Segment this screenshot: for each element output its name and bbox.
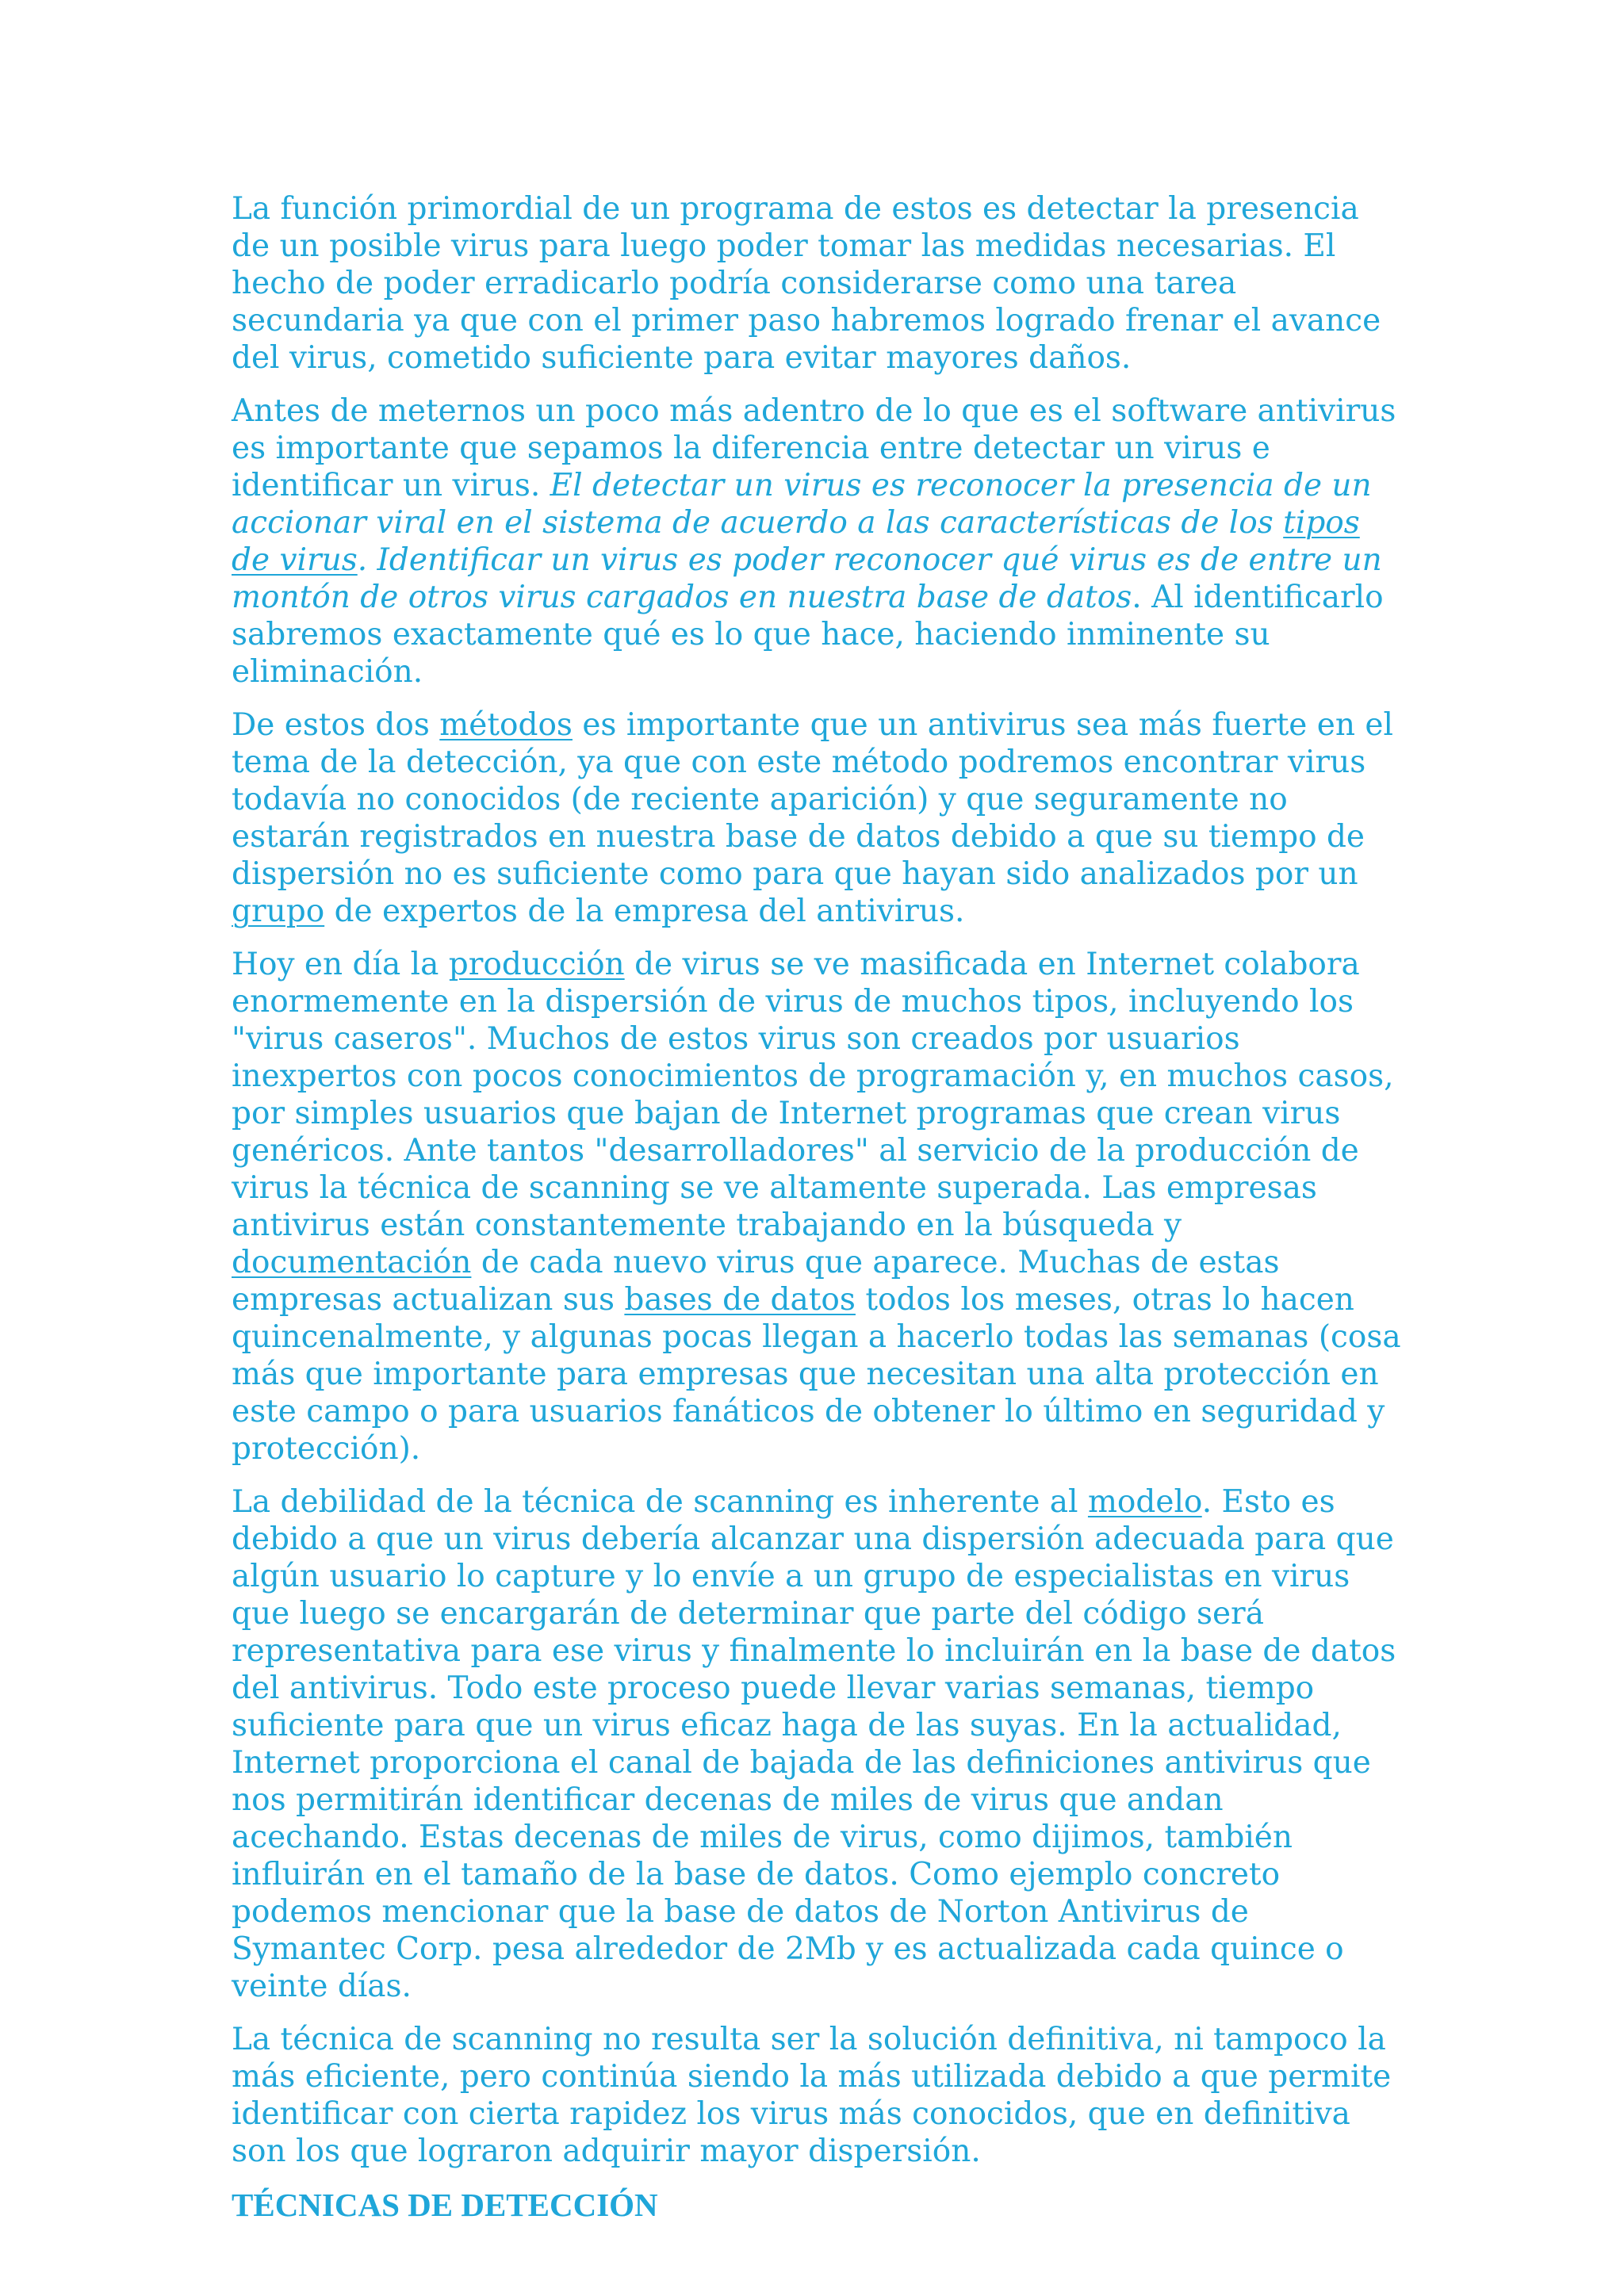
document-page (232, 190, 1405, 2224)
hyperlink[interactable]: bases de datos (624, 1282, 856, 1318)
text-run: . Identificar un virus es poder reconocer qué virus es de entre un montón de otros virus cargados en nuestra base de datos (232, 542, 1382, 615)
hyperlink[interactable]: modelo (1087, 1484, 1202, 1520)
hyperlink[interactable]: tipos de virus (232, 505, 1360, 578)
text-run: Hoy en día la (232, 947, 449, 982)
paragraph-1 (232, 190, 1405, 377)
hyperlink[interactable]: documentación (232, 1245, 472, 1280)
text-run: de cada nuevo virus que aparece. Muchas de estas empresas actualizan sus (232, 1245, 1280, 1318)
text-run: . Esto es debido a que un virus debería alcanzar una dispersión adecuada para que algún usuario lo capture y lo envíe a un grupo de especialistas en virus que luego se encargarán de determinar que parte del código será representativa para ese virus y finalmente lo incluirán en la base de datos del antivirus. Todo este proceso puede llevar varias semanas, tiempo suficiente para que un virus eficaz haga de las suyas. En la actualidad, Internet proporciona el canal de bajada de las definiciones antivirus que nos permitirán identificar decenas de miles de virus que andan acechando. Estas decenas de miles de virus, como dijimos, también influirán en el tamaño de la base de datos. Como ejemplo concreto podemos mencionar que la base de datos de Norton Antivirus de Symantec Corp. pesa alrededor de 2Mb y es actualizada cada quince o veinte días. (232, 1484, 1396, 2004)
text-run: . Al identificarlo sabremos exactamente qué es lo que hace, haciendo inminente su eliminación. (232, 580, 1384, 690)
text-run: De estos dos (232, 707, 440, 743)
document-body (232, 190, 1405, 2170)
hyperlink[interactable]: producción (448, 947, 625, 982)
hyperlink[interactable]: grupo (232, 894, 325, 929)
text-run: Antes de meternos un poco más adentro de lo que es el software antivirus es importante que sepamos la diferencia entre detectar un virus e identificar un virus. (232, 393, 1396, 503)
text-run: El detectar un virus es reconocer la presencia de un accionar viral en el sistema de acuerdo a las características de los (232, 468, 1372, 541)
hyperlink[interactable]: métodos (439, 707, 573, 743)
paragraph-6 (232, 2021, 1405, 2170)
text-run: de virus se ve masificada en Internet colabora enormemente en la dispersión de virus de muchos tipos, incluyendo los "virus caseros". Muchos de estos virus son creados por usuarios inexpertos con pocos conocimientos de programación y, en muchos casos, por simples usuarios que bajan de Internet programas que crean virus genéricos. Ante tantos "desarrolladores" al servicio de la producción de virus la técnica de scanning se ve altamente superada. Las empresas antivirus están constantemente trabajando en la búsqueda y (232, 947, 1394, 1243)
text-run: de expertos de la empresa del antivirus. (324, 894, 965, 929)
text-run: La técnica de scanning no resulta ser la solución definitiva, ni tampoco la más eficiente, pero continúa siendo la más utilizada debido a que permite identificar con cierta rapidez los virus más conocidos, que en definitiva son los que lograron adquirir mayor dispersión. (232, 2022, 1392, 2169)
paragraph-3 (232, 706, 1405, 930)
text-run: La función primordial de un programa de estos es detectar la presencia de un posible virus para luego poder tomar las medidas necesarias. El hecho de poder erradicarlo podría considerarse como una tarea secundaria ya que con el primer paso habremos logrado frenar el avance del virus, cometido suficiente para evitar mayores daños. (232, 191, 1381, 376)
paragraph-2 (232, 392, 1405, 691)
section-heading: TÉCNICAS DE DETECCIÓN (232, 2187, 658, 2223)
text-run: todos los meses, otras lo hacen quincenalmente, y algunas pocas llegan a hacerlo todas las semanas (cosa más que importante para empresas que necesitan una alta protección en este campo o para usuarios fanáticos de obtener lo último en seguridad y protección). (232, 1282, 1401, 1467)
paragraph-5 (232, 1483, 1405, 2005)
paragraph-4 (232, 946, 1405, 1468)
text-run: es importante que un antivirus sea más fuerte en el tema de la detección, ya que con este método podremos encontrar virus todavía no conocidos (de reciente aparición) y que seguramente no estarán registrados en nuestra base de datos debido a que su tiempo de dispersión no es suficiente como para que hayan sido analizados por un (232, 707, 1393, 892)
text-run: La debilidad de la técnica de scanning es inherente al (232, 1484, 1088, 1520)
